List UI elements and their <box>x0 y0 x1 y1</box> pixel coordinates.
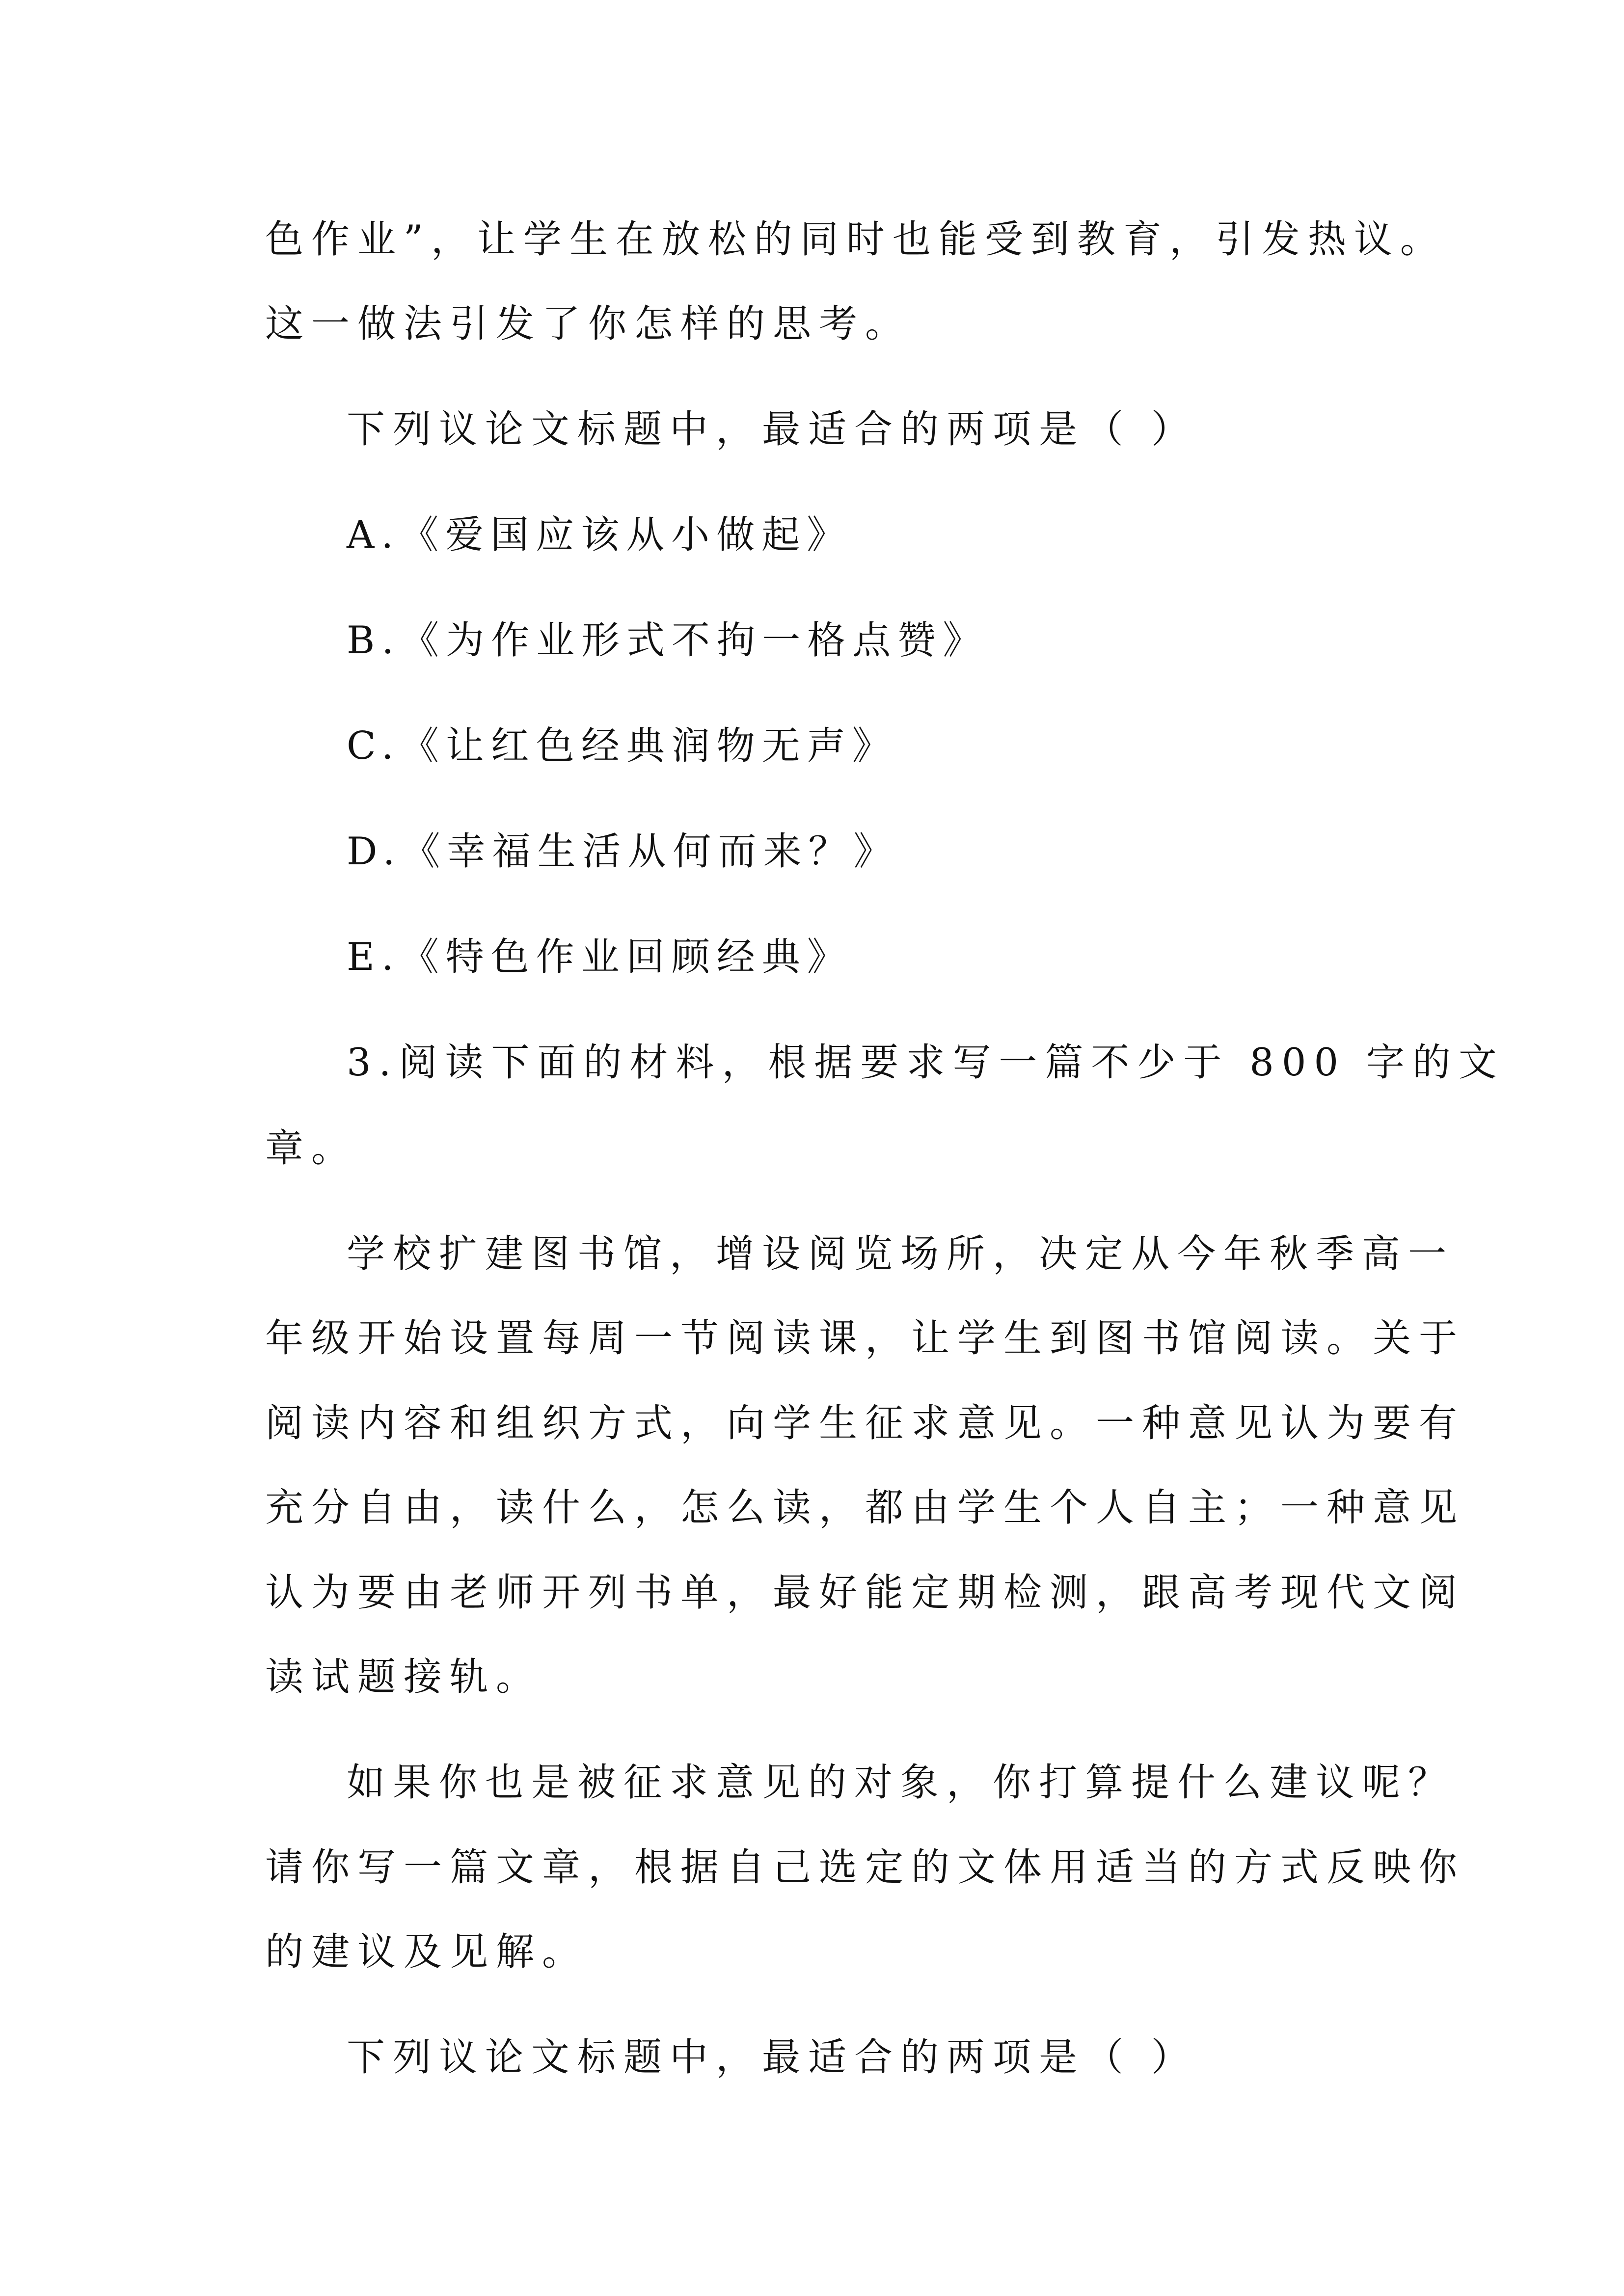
material-line: 年级开始设置每周一节阅读课，让学生到图书馆阅读。关于 <box>265 1316 1465 1361</box>
material-line: 认为要由老师开列书单，最好能定期检测，跟高考现代文阅 <box>265 1571 1465 1615</box>
material-line: 读试题接轨。 <box>265 1655 542 1699</box>
material-line: 阅读内容和组织方式，向学生征求意见。一种意见认为要有 <box>265 1401 1465 1445</box>
item-3-intro: 3.阅读下面的材料，根据要求写一篇不少于 800 字的文 <box>347 1041 1505 1085</box>
item-3-intro: 章。 <box>265 1126 358 1171</box>
task-line: 的建议及见解。 <box>265 1930 589 1974</box>
paragraph-line: 色作业”，让学生在放松的同时也能受到教育，引发热议。 <box>265 217 1446 262</box>
material-line: 充分自由，读什么，怎么读，都由学生个人自主；一种意见 <box>265 1486 1465 1530</box>
option-a: A.《爱国应该从小做起》 <box>347 513 852 557</box>
task-line: 请你写一篇文章，根据自己选定的文体用适当的方式反映你 <box>265 1845 1465 1890</box>
question-prompt: 下列议论文标题中，最适合的两项是（ ） <box>347 407 1197 452</box>
option-b: B.《为作业形式不拘一格点赞》 <box>347 618 988 663</box>
option-e: E.《特色作业回顾经典》 <box>347 935 852 979</box>
question-prompt: 下列议论文标题中，最适合的两项是（ ） <box>347 2035 1197 2080</box>
option-d: D.《幸福生活从何而来？》 <box>347 829 899 874</box>
option-c: C.《让红色经典润物无声》 <box>347 724 897 768</box>
task-line: 如果你也是被征求意见的对象，你打算提什么建议呢？ <box>347 1761 1455 1805</box>
material-line: 学校扩建图书馆，增设阅览场所，决定从今年秋季高一 <box>347 1232 1455 1276</box>
paragraph-line: 这一做法引发了你怎样的思考。 <box>265 302 912 346</box>
